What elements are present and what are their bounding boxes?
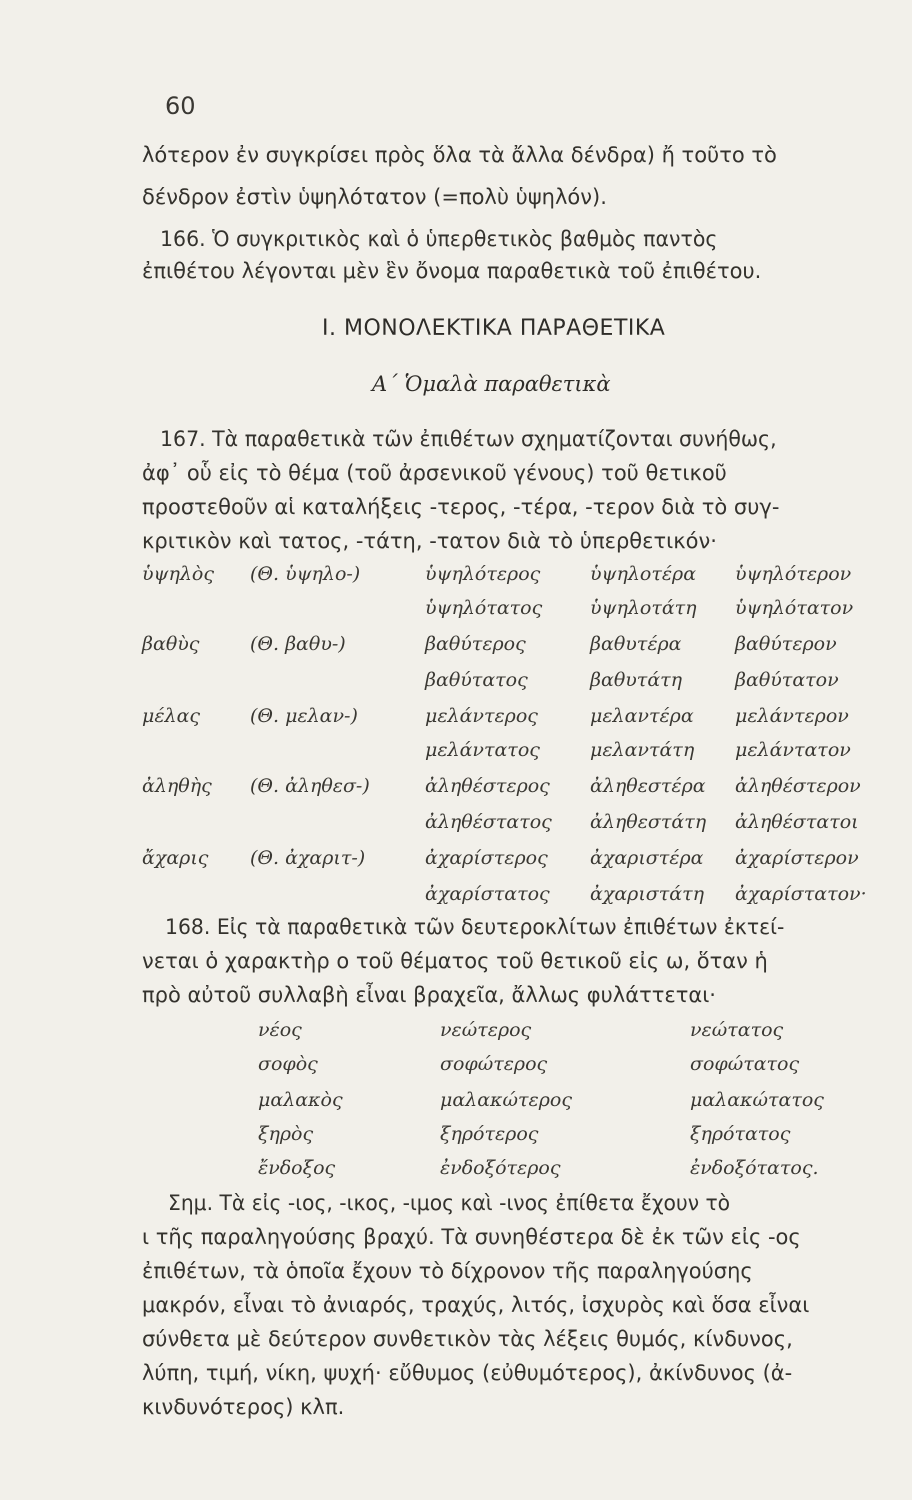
paradigm-base: μέλας	[142, 705, 201, 727]
paradigm-superlative-n: βαθύτατον	[735, 669, 839, 691]
subsection-heading: Α΄ Ὁμαλὰ παραθετικὰ	[372, 372, 611, 396]
comparative-form: ξηρότερος	[440, 1123, 539, 1145]
superlative-form: νεώτατος	[690, 1019, 784, 1041]
paradigm-superlative-m: ὑψηλότατος	[425, 597, 543, 619]
positive-form: σοφὸς	[258, 1053, 318, 1075]
superlative-form: ἐνδοξότατος.	[690, 1157, 819, 1179]
paradigm-comparative-f: ἀληθεστέρα	[590, 775, 706, 797]
paradigm-superlative-m: ἀχαρίστατος	[425, 883, 550, 905]
paradigm-comparative-n: ἀληθέστερον	[735, 775, 861, 797]
paradigm-superlative-n: ἀχαρίστατον·	[735, 883, 867, 905]
positive-form: μαλακὸς	[258, 1089, 343, 1111]
superlative-form: σοφώτατος	[690, 1053, 800, 1075]
comparative-form: σοφώτερος	[440, 1053, 548, 1075]
paradigm-superlative-f: μελαντάτη	[590, 739, 695, 761]
paradigm-comparative-n: ὑψηλότερον	[735, 563, 852, 585]
intro-line-1: λότερον ἐν συγκρίσει πρὸς ὅλα τὰ ἄλλα δένδρα) ἤ τοῦτο τὸ	[142, 143, 777, 167]
paradigm-comparative-m: βαθύτερος	[425, 633, 526, 655]
positive-form: νέος	[258, 1019, 302, 1041]
note-line-4: μακρόν, εἶναι τὸ ἀνιαρός, τραχύς, λιτός, ἰσχυρὸς καὶ ὅσα εἶναι	[142, 1293, 810, 1317]
note-line-7: κινδυνότερος) κλπ.	[142, 1395, 345, 1419]
paradigm-comparative-n: μελάντερον	[735, 705, 849, 727]
note-line-3: ἐπιθέτων, τὰ ὁποῖα ἔχουν τὸ δίχρονον τῆς παραληγούσης	[142, 1259, 753, 1283]
comparative-form: μαλακώτερος	[440, 1089, 572, 1111]
paradigm-superlative-n: ὑψηλότατον	[735, 597, 854, 619]
paradigm-comparative-m: ἀληθέστερος	[425, 775, 550, 797]
paradigm-comparative-f: μελαντέρα	[590, 705, 694, 727]
paradigm-superlative-n: μελάντατον	[735, 739, 851, 761]
positive-form: ξηρὸς	[258, 1123, 314, 1145]
paradigm-comparative-f: βαθυτέρα	[590, 633, 682, 655]
comparative-form: ἐνδοξότερος	[440, 1157, 561, 1179]
paradigm-base: βαθὺς	[142, 633, 200, 655]
paradigm-stem: (Θ. μελαν-)	[250, 705, 358, 727]
superlative-form: μαλακώτατος	[690, 1089, 824, 1111]
paradigm-stem: (Θ. ὑψηλο-)	[250, 563, 361, 585]
note-line-1: Σημ. Τὰ εἰς -ιος, -ικος, -ιμος καὶ -ινος ἐπίθετα ἔχουν τὸ	[168, 1191, 731, 1215]
note-line-2: ι τῆς παραληγούσης βραχύ. Τὰ συνηθέστερα δὲ ἐκ τῶν εἰς -ος	[142, 1225, 801, 1249]
paradigm-comparative-n: ἀχαρίστερον	[735, 847, 859, 869]
para-166-line-2: ἐπιθέτου λέγονται μὲν ἓν ὄνομα παραθετικὰ τοῦ ἐπιθέτου.	[142, 259, 762, 283]
para-167-line-2: ἀφ᾽ οὗ εἰς τὸ θέμα (τοῦ ἀρσενικοῦ γένους) τοῦ θετικοῦ	[142, 461, 727, 485]
paradigm-superlative-m: βαθύτατος	[425, 669, 528, 691]
para-167-line-3: προστεθοῦν αἱ καταλήξεις -τερος, -τέρα, -τερον διὰ τὸ συγ-	[142, 495, 780, 519]
positive-form: ἔνδοξος	[258, 1157, 336, 1179]
paradigm-stem: (Θ. ἀληθεσ-)	[250, 775, 370, 797]
paradigm-base: ὑψηλὸς	[142, 563, 214, 585]
paradigm-base: ἀληθὴς	[142, 775, 212, 797]
paradigm-superlative-f: ἀληθεστάτη	[590, 811, 707, 833]
para-167-line-4: κριτικὸν καὶ τατος, -τάτη, -τατον διὰ τὸ ὑπερθετικόν·	[142, 529, 717, 553]
note-line-6: λύπη, τιμή, νίκη, ψυχή· εὔθυμος (εὐθυμότερος), ἀκίνδυνος (ἀ-	[142, 1361, 793, 1385]
paradigm-comparative-m: ἀχαρίστερος	[425, 847, 548, 869]
page-number: 60	[165, 92, 196, 120]
para-168-line-1: 168. Εἰς τὰ παραθετικὰ τῶν δευτεροκλίτων ἐπιθέτων ἐκτεί-	[165, 915, 785, 939]
para-167-line-1: 167. Τὰ παραθετικὰ τῶν ἐπιθέτων σχηματίζονται συνήθως,	[160, 427, 777, 451]
paradigm-superlative-m: ἀληθέστατος	[425, 811, 552, 833]
paradigm-comparative-m: μελάντερος	[425, 705, 538, 727]
paradigm-comparative-f: ὑψηλοτέρα	[590, 563, 697, 585]
para-168-line-3: πρὸ αὐτοῦ συλλαβὴ εἶναι βραχεῖα, ἄλλως φυλάττεται·	[142, 983, 716, 1007]
para-166-line-1: 166. Ὁ συγκριτικὸς καὶ ὁ ὑπερθετικὸς βαθμὸς παντὸς	[160, 227, 718, 251]
paradigm-superlative-n: ἀληθέστατοι	[735, 811, 859, 833]
paradigm-superlative-m: μελάντατος	[425, 739, 540, 761]
comparative-form: νεώτερος	[440, 1019, 532, 1041]
paradigm-superlative-f: ὑψηλοτάτη	[590, 597, 697, 619]
paradigm-base: ἄχαρις	[142, 847, 209, 869]
paradigm-superlative-f: ἀχαριστάτη	[590, 883, 704, 905]
paradigm-comparative-n: βαθύτερον	[735, 633, 837, 655]
note-line-5: σύνθετα μὲ δεύτερον συνθετικὸν τὰς λέξεις θυμός, κίνδυνος,	[142, 1327, 793, 1351]
paradigm-stem: (Θ. βαθυ-)	[250, 633, 346, 655]
paradigm-superlative-f: βαθυτάτη	[590, 669, 683, 691]
para-168-line-2: νεται ὁ χαρακτὴρ ο τοῦ θέματος τοῦ θετικοῦ εἰς ω, ὅταν ἡ	[142, 949, 768, 973]
paradigm-comparative-m: ὑψηλότερος	[425, 563, 541, 585]
superlative-form: ξηρότατος	[690, 1123, 791, 1145]
paradigm-stem: (Θ. ἀχαριτ-)	[250, 847, 366, 869]
paradigm-comparative-f: ἀχαριστέρα	[590, 847, 704, 869]
intro-line-2: δένδρον ἐστὶν ὑψηλότατον (=πολὺ ὑψηλόν).	[142, 185, 607, 209]
section-heading: Ι. ΜΟΝΟΛΕΚΤΙΚΑ ΠΑΡΑΘΕΤΙΚΑ	[322, 316, 666, 341]
